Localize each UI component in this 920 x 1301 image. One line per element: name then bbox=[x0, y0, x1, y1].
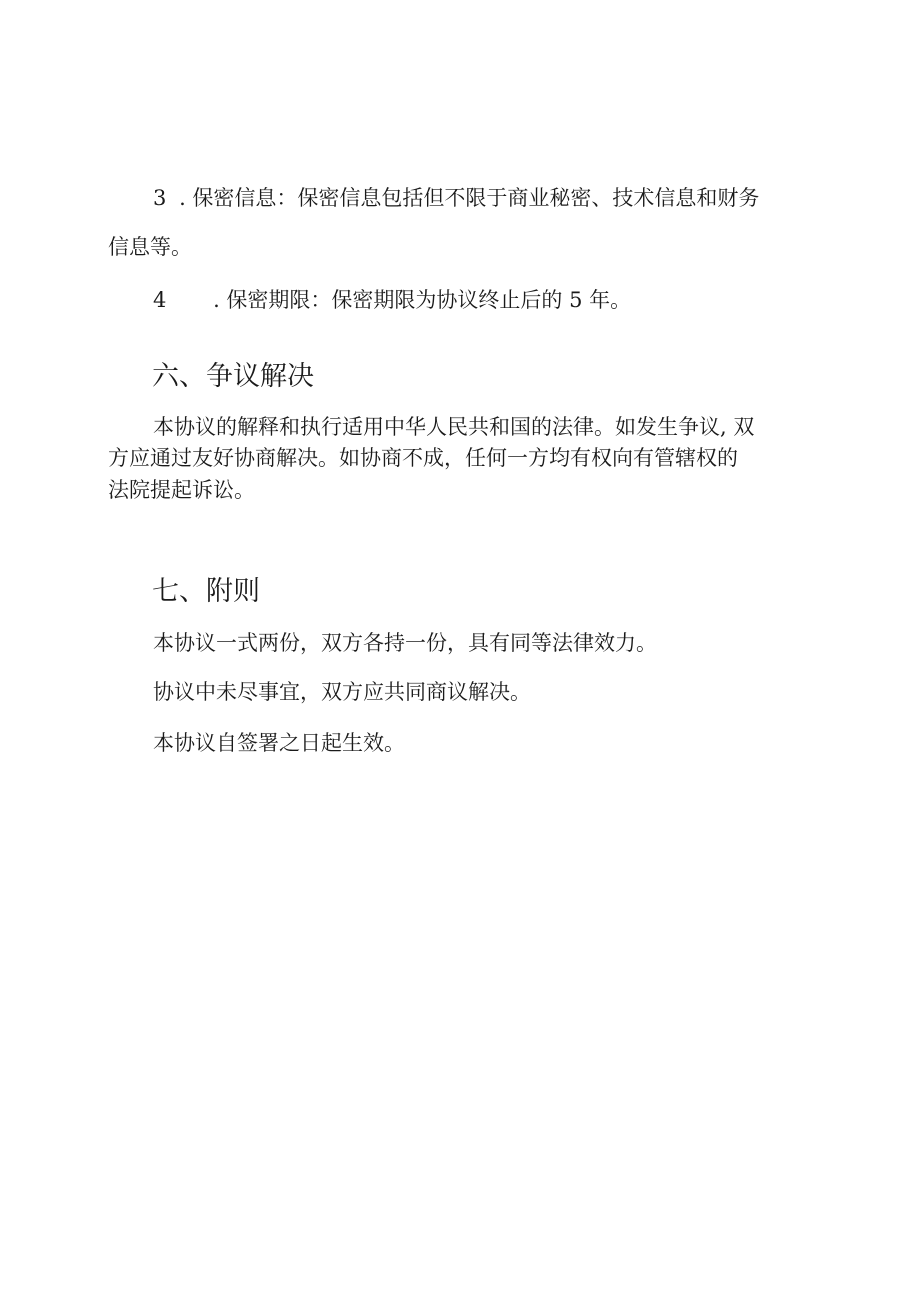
confidential-period-item bbox=[153, 285, 631, 315]
item-text-line1: . 保密期限：保密期限为协议终止后的 5 年。 bbox=[213, 288, 632, 312]
paragraph: 本协议自签署之日起生效。 bbox=[153, 731, 405, 755]
item-text-line2: 信息等。 bbox=[108, 235, 192, 259]
paragraph-line: 方应通过友好协商解决。如协商不成，任何一方均有权向有管辖权的 bbox=[108, 446, 738, 470]
confidential-info-item bbox=[153, 183, 759, 213]
paragraph: 本协议一式两份，双方各持一份，具有同等法律效力。 bbox=[153, 631, 657, 655]
item-number: 4 bbox=[153, 288, 167, 312]
item-number: 3 bbox=[153, 186, 167, 210]
paragraph-line: 法院提起诉讼。 bbox=[108, 478, 255, 502]
section-heading-supplementary: 七、附则 bbox=[152, 576, 260, 607]
paragraph-line: 本协议的解释和执行适用中华人民共和国的法律。如发生争议, 双 bbox=[153, 415, 755, 439]
paragraph: 协议中未尽事宜，双方应共同商议解决。 bbox=[153, 680, 531, 704]
item-text-line1: . 保密信息：保密信息包括但不限于商业秘密、技术信息和财务 bbox=[179, 186, 760, 210]
section-heading-dispute: 六、争议解决 bbox=[152, 361, 314, 392]
